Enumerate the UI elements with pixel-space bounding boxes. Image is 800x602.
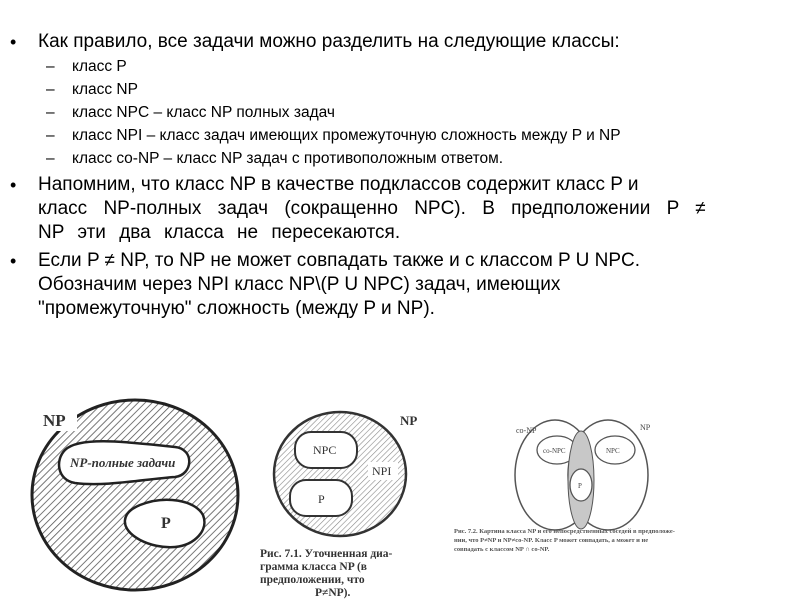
sub-item-npc: – класс NPC – класс NP полных задач <box>46 104 335 121</box>
bullet-dot-icon: • <box>10 251 17 271</box>
bullet-text: Как правило, все задачи можно разделить на следующие классы: <box>38 31 620 52</box>
caption-line: совпадать с классом NP ∩ co-NP. <box>454 546 550 553</box>
sub-item-conp: – класс co-NP – класс NP задач с противоположным ответом. <box>46 150 504 167</box>
caption-line: Рис. 7.1. Уточненная диа- <box>260 548 393 560</box>
np-label: NP <box>400 413 418 428</box>
bullet-line: Напомним, что класс NP в качестве подклассов содержит класс P и <box>38 174 639 195</box>
bullet-line: Если P ≠ NP, то NP не может совпадать также и с классом P U NPC. <box>38 250 641 271</box>
npc-label: NPC <box>606 447 620 455</box>
dash-icon: – <box>46 58 55 75</box>
np-label: NP <box>43 411 66 430</box>
conp-label: co-NP <box>516 426 537 435</box>
figures-area <box>0 390 800 600</box>
p-label: P <box>161 515 171 532</box>
sub-item-np: – класс NP <box>46 81 138 98</box>
bullet-list <box>8 30 768 325</box>
dash-icon: – <box>46 150 55 167</box>
caption-line: нии, что P≠NP и NP≠co-NP. Класс P может совпадать, а может и не <box>454 537 649 544</box>
sub-item-p: – класс P <box>46 58 127 75</box>
bullet-dot-icon: • <box>10 175 17 195</box>
dash-icon: – <box>46 81 55 98</box>
p-label: P <box>578 482 582 490</box>
caption-line: предположении, что <box>260 574 365 586</box>
figure-np-npi <box>255 402 435 602</box>
dash-icon: – <box>46 104 55 121</box>
figure-np-hatched <box>25 395 245 595</box>
bullet-line: Обозначим через NPI класс NP\(P U NPC) задач, имеющих <box>38 274 561 295</box>
conpc-label: co-NPC <box>543 447 566 455</box>
sub-list <box>38 58 768 168</box>
caption-line: грамма класса NP (в <box>260 561 367 573</box>
bullet-line: "промежуточную" сложность (между P и NP). <box>38 298 435 319</box>
figure-np-conp <box>440 405 720 595</box>
bullet-dot-icon: • <box>10 32 17 52</box>
bullet-classes <box>8 30 768 168</box>
caption-line: P≠NP). <box>315 587 351 599</box>
npc-label: NPC <box>313 443 337 457</box>
np-label: NP <box>640 423 651 432</box>
bullet-if-p-ne-np <box>8 249 768 321</box>
npc-label: NP-полные задачи <box>70 455 176 470</box>
bullet-line: класс NP-полных задач (сокращенно NPC). В предположении P ≠ <box>38 198 706 219</box>
npi-label: NPI <box>372 464 392 478</box>
p-label: P <box>318 492 325 506</box>
bullet-line: NP эти два класса не пересекаются. <box>38 222 401 243</box>
caption-line: Рис. 7.2. Картина класса NP и его непосредственных соседей в предположе- <box>454 528 675 535</box>
sub-item-npi: – класс NPI – класс задач имеющих промежуточную сложность между P и NP <box>46 127 621 144</box>
bullet-reminder <box>8 173 763 245</box>
dash-icon: – <box>46 127 55 144</box>
